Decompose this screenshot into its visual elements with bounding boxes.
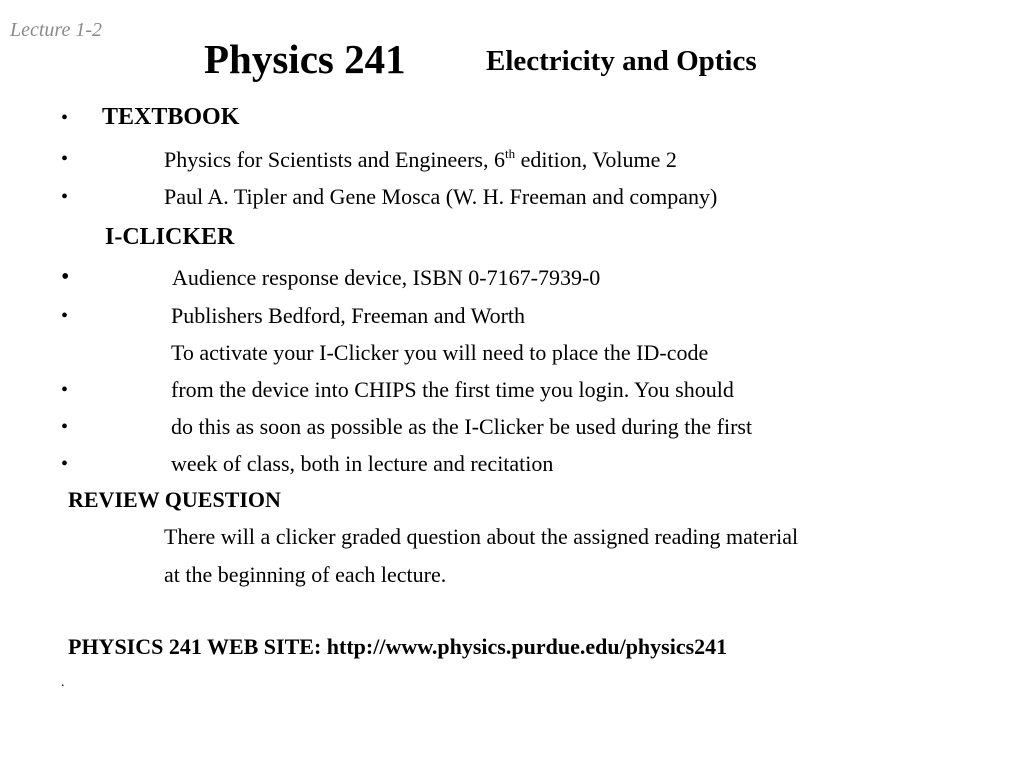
iclicker-line: week of class, both in lecture and recitation bbox=[171, 451, 554, 476]
slide-title: Physics 241 bbox=[204, 36, 406, 82]
bullet-marker: • bbox=[61, 416, 69, 438]
website-line: PHYSICS 241 WEB SITE: http://www.physics.purdue.edu/physics241 bbox=[68, 634, 728, 659]
iclicker-heading: I-CLICKER bbox=[105, 224, 235, 250]
trailing-dot: . bbox=[61, 675, 65, 690]
textbook-title bbox=[164, 146, 677, 172]
review-line: at the beginning of each lecture. bbox=[164, 562, 447, 587]
bullet-marker: • bbox=[61, 305, 69, 327]
bullet-marker: • bbox=[61, 264, 70, 290]
iclicker-line: To activate your I-Clicker you will need to place the ID-code bbox=[171, 340, 709, 365]
iclicker-line: from the device into CHIPS the first time you login. You should bbox=[171, 377, 734, 402]
bullet-marker: • bbox=[61, 379, 69, 401]
review-line: There will a clicker graded question about the assigned reading material bbox=[164, 524, 799, 549]
textbook-heading: TEXTBOOK bbox=[102, 104, 240, 130]
bullet-marker: • bbox=[61, 148, 69, 170]
iclicker-line: Publishers Bedford, Freeman and Worth bbox=[171, 303, 526, 328]
lecture-label: Lecture 1-2 bbox=[10, 19, 103, 41]
textbook-title-text-end: edition, Volume 2 bbox=[515, 147, 677, 172]
textbook-title-sup: th bbox=[504, 146, 516, 161]
bullet-marker: • bbox=[61, 453, 69, 475]
bullet-marker: • bbox=[61, 107, 69, 129]
bullet-marker: • bbox=[61, 186, 69, 208]
textbook-authors: Paul A. Tipler and Gene Mosca (W. H. Freeman and company) bbox=[164, 184, 718, 209]
iclicker-line: Audience response device, ISBN 0-7167-7939-0 bbox=[172, 265, 601, 290]
iclicker-line: do this as soon as possible as the I-Clicker be used during the first bbox=[171, 414, 753, 439]
slide-subtitle: Electricity and Optics bbox=[486, 45, 757, 77]
textbook-title-text: Physics for Scientists and Engineers, 6 bbox=[164, 147, 505, 172]
review-heading: REVIEW QUESTION bbox=[68, 487, 281, 512]
